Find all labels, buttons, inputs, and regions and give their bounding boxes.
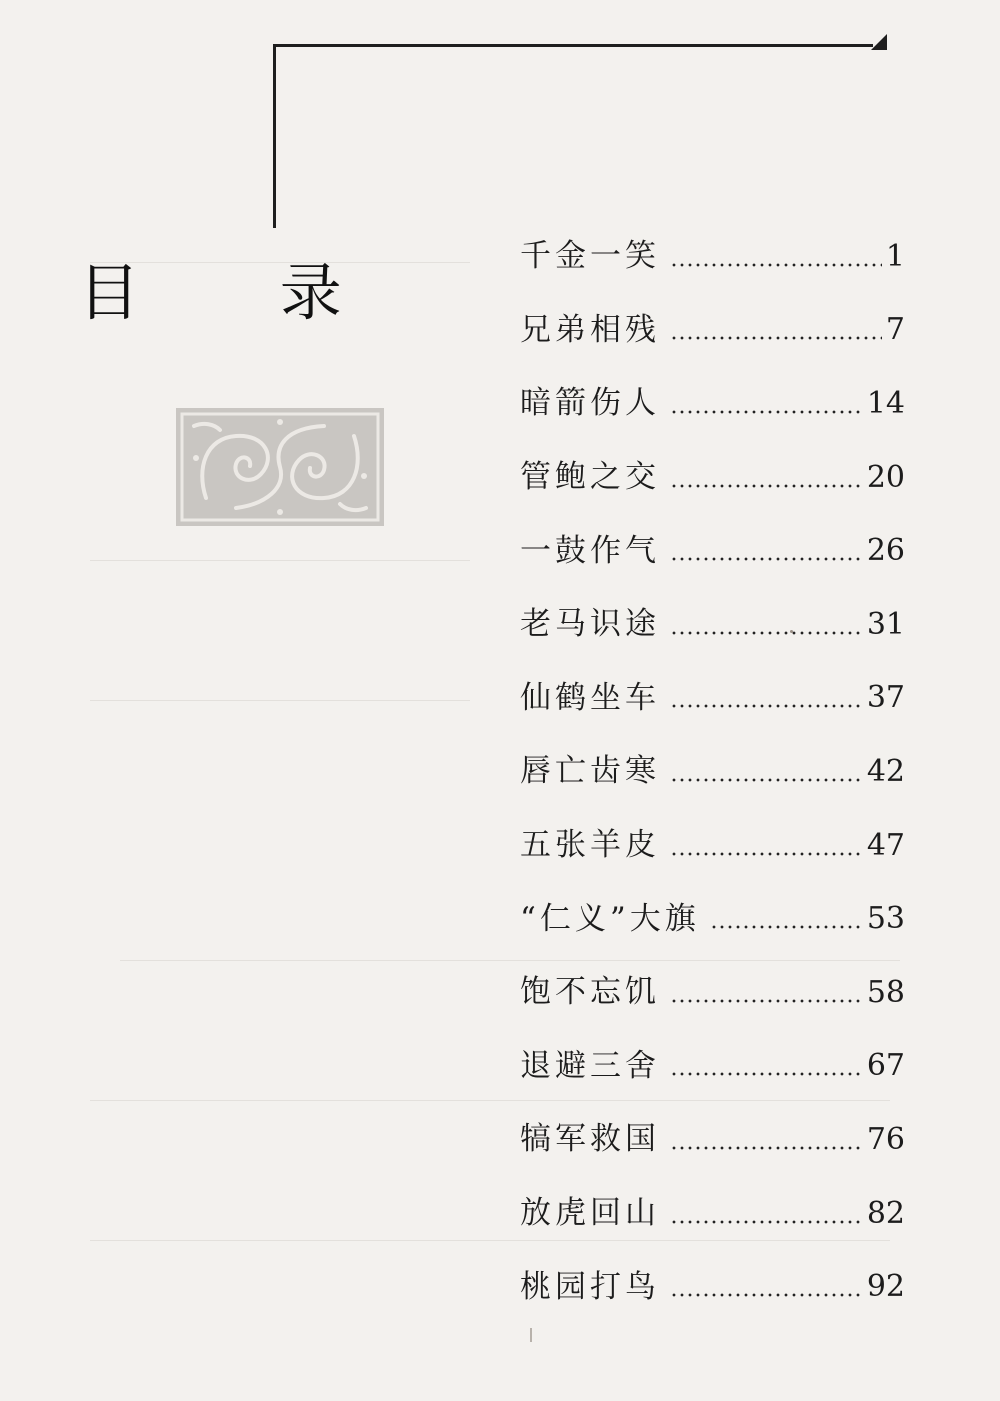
toc-entry-page: 31: [866, 606, 905, 642]
show-through-line: [90, 560, 470, 561]
frame-corner-ornament: [871, 34, 887, 50]
toc-leader-dots: [710, 925, 863, 929]
frame-top-rule: [273, 44, 873, 47]
toc-entry-title: 退避三舍: [520, 1047, 660, 1084]
toc-entry-title: 管鲍之交: [520, 459, 660, 496]
toc-entry[interactable]: [520, 1250, 905, 1324]
toc-entry-page: 76: [866, 1121, 905, 1157]
toc-entry[interactable]: [520, 588, 905, 662]
toc-leader-dots: [670, 557, 863, 561]
toc-entry-page: 82: [866, 1195, 905, 1231]
toc-leader-dots: [670, 778, 863, 782]
toc-entry[interactable]: [520, 441, 905, 515]
toc-entry[interactable]: [520, 809, 905, 883]
toc-entry-title: 放虎回山: [520, 1195, 660, 1232]
toc-entry[interactable]: [520, 662, 905, 736]
toc-entry-title: 一鼓作气: [520, 532, 660, 569]
toc-leader-dots: [670, 1220, 863, 1224]
toc-leader-dots: [670, 999, 863, 1003]
toc-entry-page: 7: [885, 312, 905, 348]
toc-entry-page: 67: [866, 1048, 905, 1084]
toc-entry-title: 桃园打鸟: [520, 1268, 660, 1305]
toc-leader-dots: [670, 852, 863, 856]
toc-leader-dots: [670, 410, 863, 414]
toc-entry-page: 14: [866, 385, 905, 421]
toc-leader-dots: [670, 1293, 863, 1297]
toc-entry[interactable]: [520, 514, 905, 588]
toc-entry-title: 老马识途: [520, 606, 660, 643]
toc-entry-title: 千金一笑: [520, 238, 660, 275]
toc-leader-dots: [670, 704, 863, 708]
toc-entry-page: 47: [866, 827, 905, 863]
frame-left-rule: [273, 44, 276, 228]
toc-entry-page: 20: [866, 459, 905, 495]
toc-leader-dots: [670, 263, 882, 267]
toc-entry-title: 五张羊皮: [520, 827, 660, 864]
toc-entry[interactable]: [520, 294, 905, 368]
toc-entry-page: 92: [866, 1269, 905, 1305]
toc-entry[interactable]: [520, 882, 905, 956]
toc-entry[interactable]: [520, 1030, 905, 1104]
toc-entry-title: 犒军救国: [520, 1121, 660, 1158]
table-of-contents: [520, 220, 905, 1324]
toc-entry-page: 37: [866, 680, 905, 716]
paper-speck: [790, 630, 793, 633]
toc-entry-title: 暗箭伤人: [520, 385, 660, 422]
toc-entry[interactable]: [520, 220, 905, 294]
page-title: 目 录: [78, 256, 402, 329]
toc-leader-dots: [670, 1072, 863, 1076]
show-through-line: [90, 700, 470, 701]
toc-entry-page: 42: [866, 753, 905, 789]
toc-leader-dots: [670, 336, 882, 340]
toc-entry-title: “仁义”大旗: [520, 900, 700, 937]
toc-entry-title: 兄弟相残: [520, 311, 660, 348]
toc-entry-page: 58: [866, 974, 905, 1010]
toc-entry-title: 仙鹤坐车: [520, 679, 660, 716]
toc-entry-title: 饱不忘饥: [520, 974, 660, 1011]
toc-entry[interactable]: [520, 1103, 905, 1177]
toc-entry-page: 53: [866, 901, 905, 937]
toc-entry-page: 1: [885, 238, 905, 274]
toc-entry[interactable]: [520, 367, 905, 441]
toc-leader-dots: [670, 631, 863, 635]
toc-entry[interactable]: [520, 956, 905, 1030]
paper-scratch: [530, 1328, 532, 1342]
toc-entry[interactable]: [520, 735, 905, 809]
toc-leader-dots: [670, 484, 863, 488]
toc-leader-dots: [670, 1146, 863, 1150]
toc-entry[interactable]: [520, 1177, 905, 1251]
toc-entry-page: 26: [866, 533, 905, 569]
cloud-pattern-ornament: [176, 408, 384, 526]
toc-entry-title: 唇亡齿寒: [520, 753, 660, 790]
